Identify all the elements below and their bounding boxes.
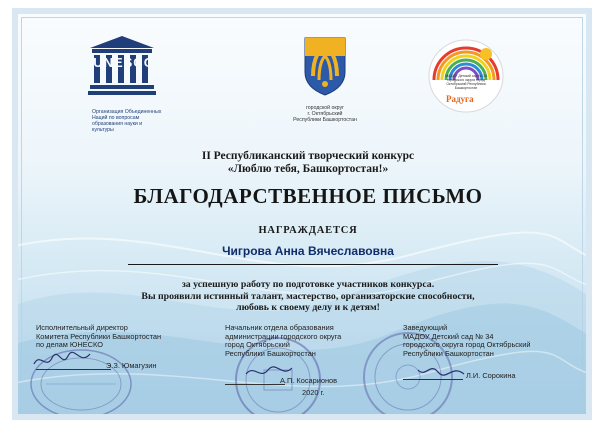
kindergarten-logo: [426, 36, 506, 114]
unesco-logo: [86, 34, 166, 133]
signatory-role-line: Заведующий: [403, 323, 448, 332]
signatory-role-line: Республики Башкортостан: [225, 348, 316, 358]
signature-line: [403, 379, 463, 380]
award-reason: [18, 279, 592, 314]
recipient-name: Чигрова Анна Вячеславовна: [222, 244, 394, 258]
signature-line: [36, 369, 111, 370]
signatory-role-line: Республики Башкортостан: [403, 348, 494, 358]
signature-line: [225, 384, 285, 385]
signature-year: 2020 г.: [302, 388, 325, 397]
signatory-role-line: Начальник отдела образования: [225, 323, 334, 332]
signatory-1-role: [36, 324, 196, 350]
signatory-role-line: по делам ЮНЕСКО: [36, 340, 103, 350]
unesco-wordmark: [88, 55, 160, 69]
svg-text:UNESCO: UNESCO: [93, 55, 155, 69]
signatory-3-role: [403, 324, 573, 358]
city-caption-line: городской округ: [306, 105, 344, 111]
signatory-3-name: Л.И. Сорокина: [466, 371, 516, 380]
contest-line-2: «Люблю тебя, Башкортостан!»: [227, 163, 389, 175]
reason-line-1: за успешную работу по подготовке участников конкурса.: [181, 279, 435, 290]
reason-line-2: Вы проявили истинный талант, мастерство, организаторские способности,: [141, 290, 475, 302]
signatory-role-line: МАДОУ Детский сад № 34: [403, 331, 494, 341]
kindergarten-name: Радуга: [446, 94, 474, 104]
signatory-1-name: Э.З. Юмагузин: [106, 361, 157, 370]
certificate-title: БЛАГОДАРСТВЕННОЕ ПИСЬМО: [133, 184, 483, 208]
recipient-underline: [128, 264, 498, 265]
city-caption: [270, 105, 380, 123]
reason-line-3: любовь к своему делу и к детям!: [236, 302, 380, 313]
signatory-role-line: администрации городского округа: [225, 331, 342, 341]
kindergarten-small-text: МАДОУ Детский сад № 34 городского округа город Октябрьский Республики Башкортостан: [445, 74, 487, 90]
city-caption-line: г. Октябрьский: [307, 111, 343, 117]
signatory-role-line: Комитета Республики Башкортостан: [36, 331, 162, 341]
signatory-2-name: А.П. Косарионов: [280, 376, 338, 385]
shield-icon: [303, 36, 347, 96]
signatory-role-line: городского округа город Октябрьский: [403, 340, 531, 350]
certificate: [12, 8, 592, 420]
signature-3: [416, 360, 466, 380]
signatory-role-line: Исполнительный директор: [36, 323, 128, 332]
awarded-label: НАГРАЖДАЕТСЯ: [258, 225, 358, 236]
contest-line-1: II Республиканский творческий конкурс: [201, 150, 415, 162]
signatory-2-role: [225, 324, 375, 358]
unesco-caption: Организация Объединенных Наций по вопросам образования науки и культуры: [92, 109, 162, 133]
unesco-temple-icon: [86, 34, 158, 104]
signatory-role-line: город Октябрьский: [225, 340, 290, 350]
city-coat-of-arms: [270, 36, 380, 123]
city-caption-line: Республики Башкортостан: [293, 117, 357, 123]
contest-heading: [18, 150, 592, 176]
